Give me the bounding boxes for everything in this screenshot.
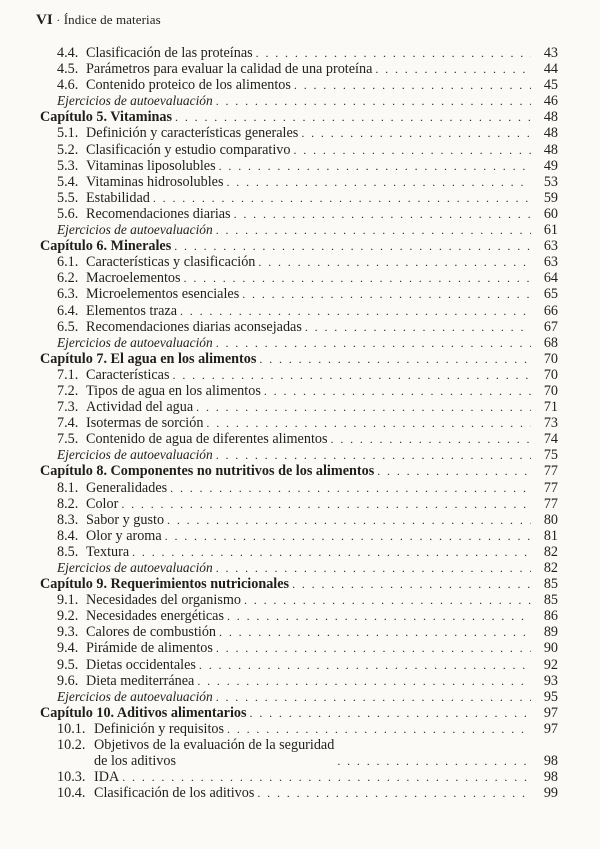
dot-leader xyxy=(227,721,531,737)
section-label xyxy=(40,190,150,206)
section-number: 5.5. xyxy=(57,189,79,206)
section-number: 5.6. xyxy=(57,205,79,222)
page-number: 97 xyxy=(543,704,558,721)
section-label xyxy=(40,640,213,656)
section-label xyxy=(40,721,224,737)
page-number: 90 xyxy=(543,640,558,657)
toc-exercises-entry xyxy=(40,447,558,463)
toc-section-entry xyxy=(40,640,558,656)
section-label xyxy=(40,319,302,335)
chapter-title: Capítulo 9. Requerimientos nutricionales xyxy=(40,576,290,593)
section-number: 7.4. xyxy=(57,415,79,432)
section-title: Contenido de agua de diferentes alimentos xyxy=(86,431,328,448)
toc-section-entry xyxy=(40,254,558,270)
section-title: Necesidades energéticas xyxy=(86,608,224,625)
section-title: Clasificación y estudio comparativo xyxy=(86,141,291,158)
dot-leader xyxy=(216,93,531,109)
page-number: 63 xyxy=(543,254,558,271)
toc-section-entry xyxy=(40,673,558,689)
section-title: Elementos traza xyxy=(86,302,177,319)
toc-section-entry xyxy=(40,737,558,769)
page-number: 44 xyxy=(543,61,558,78)
section-label xyxy=(40,45,253,61)
dot-leader xyxy=(216,222,531,238)
page-number: 80 xyxy=(543,511,558,528)
dot-leader xyxy=(234,206,531,222)
page-number: 64 xyxy=(543,270,558,287)
exercises-title: Ejercicios de autoevaluación xyxy=(57,93,213,109)
section-number: 10.4. xyxy=(57,785,86,802)
section-number: 7.1. xyxy=(57,366,79,383)
section-number: 6.4. xyxy=(57,302,79,319)
dot-leader xyxy=(216,447,531,463)
section-label xyxy=(40,657,196,673)
section-number: 8.4. xyxy=(57,527,79,544)
exercises-title: Ejercicios de autoevaluación xyxy=(57,688,213,704)
section-label xyxy=(40,769,119,785)
dot-leader xyxy=(132,544,531,560)
dot-leader xyxy=(153,190,531,206)
dot-leader xyxy=(165,528,531,544)
dot-leader xyxy=(257,785,531,801)
section-title: Tipos de agua en los alimentos xyxy=(86,382,261,399)
dot-leader xyxy=(337,753,531,769)
section-number: 6.3. xyxy=(57,286,79,303)
section-title: Calores de combustión xyxy=(86,624,217,641)
exercises-title: Ejercicios de autoevaluación xyxy=(57,334,213,350)
section-label xyxy=(40,254,255,270)
section-label xyxy=(40,480,167,496)
toc-section-entry xyxy=(40,142,558,158)
dot-leader xyxy=(250,705,531,721)
exercises-title: Ejercicios de autoevaluación xyxy=(57,447,213,463)
section-label xyxy=(40,496,118,512)
page-number: 48 xyxy=(543,141,558,158)
page-number: 97 xyxy=(543,720,558,737)
dot-leader xyxy=(121,496,531,512)
section-title: Clasificación de las proteínas xyxy=(86,45,253,61)
section-number: 8.2. xyxy=(57,495,79,512)
section-number: 4.6. xyxy=(57,77,79,94)
section-title: Textura xyxy=(86,543,130,560)
toc-section-entry xyxy=(40,512,558,528)
section-title: Recomendaciones diarias xyxy=(86,205,231,222)
section-label xyxy=(40,624,216,640)
section-number: 10.3. xyxy=(57,769,86,786)
toc-section-entry xyxy=(40,61,558,77)
chapter-title: Capítulo 5. Vitaminas xyxy=(40,109,173,126)
chapter-title: Capítulo 7. El agua en los alimentos xyxy=(40,350,257,367)
section-number: 8.1. xyxy=(57,479,79,496)
dot-leader xyxy=(305,319,531,335)
dot-leader xyxy=(216,560,531,576)
page-number: 93 xyxy=(543,672,558,689)
dot-leader xyxy=(219,158,531,174)
section-number: 5.4. xyxy=(57,173,79,190)
section-number: 5.2. xyxy=(57,141,79,158)
toc-chapter-entry xyxy=(40,351,558,367)
table-of-contents xyxy=(40,45,558,801)
section-title: Clasificación de los aditivos xyxy=(94,785,255,802)
page-number: 77 xyxy=(543,495,558,512)
page-number: 85 xyxy=(543,592,558,609)
section-title: Parámetros para evaluar la calidad de una proteína xyxy=(86,61,373,78)
toc-section-entry xyxy=(40,174,558,190)
section-number: 9.3. xyxy=(57,624,79,641)
dot-leader xyxy=(196,399,531,415)
section-label xyxy=(40,785,254,801)
section-title: Olor y aroma xyxy=(86,527,162,544)
dot-leader xyxy=(244,592,531,608)
page-number: 82 xyxy=(543,560,558,576)
page-number: 60 xyxy=(543,205,558,222)
section-number: 9.1. xyxy=(57,592,79,609)
running-header xyxy=(36,12,161,29)
toc-chapter-entry xyxy=(40,238,558,254)
section-title: Estabilidad xyxy=(86,189,150,206)
toc-section-entry xyxy=(40,431,558,447)
toc-section-entry xyxy=(40,721,558,737)
section-number: 7.5. xyxy=(57,431,79,448)
page-number: 82 xyxy=(543,543,558,560)
toc-section-entry xyxy=(40,45,558,61)
dot-leader xyxy=(170,480,531,496)
section-title: Actividad del agua xyxy=(86,399,194,416)
dot-leader xyxy=(294,77,531,93)
toc-section-entry xyxy=(40,592,558,608)
section-number: 6.2. xyxy=(57,270,79,287)
section-title: Necesidades del organismo xyxy=(86,592,241,609)
section-number: 10.1. xyxy=(57,720,86,737)
page-number: 59 xyxy=(543,189,558,206)
section-number: 8.5. xyxy=(57,543,79,560)
page-number: 92 xyxy=(543,656,558,673)
page-number: 77 xyxy=(543,463,558,480)
page-number: 98 xyxy=(543,753,558,770)
section-title: Macroelementos xyxy=(86,270,181,287)
page-number: 48 xyxy=(543,125,558,142)
section-label xyxy=(40,383,261,399)
section-label xyxy=(40,286,239,302)
section-title: IDA xyxy=(94,769,120,786)
dot-leader xyxy=(167,512,531,528)
toc-section-entry xyxy=(40,158,558,174)
section-label xyxy=(40,431,328,447)
dot-leader xyxy=(377,463,531,479)
dot-leader xyxy=(242,286,531,302)
page-number: 49 xyxy=(543,157,558,174)
page-number: 86 xyxy=(543,608,558,625)
dot-leader xyxy=(216,640,531,656)
section-number: 7.3. xyxy=(57,399,79,416)
section-label xyxy=(40,512,164,528)
page-number: 43 xyxy=(543,45,558,61)
toc-section-entry xyxy=(40,190,558,206)
page-number: 45 xyxy=(543,77,558,94)
section-number: 5.1. xyxy=(57,125,79,142)
dot-leader xyxy=(259,351,531,367)
toc-section-entry xyxy=(40,383,558,399)
page-number: 70 xyxy=(543,350,558,367)
dot-leader xyxy=(206,415,531,431)
page-number: 73 xyxy=(543,415,558,432)
section-number: 9.2. xyxy=(57,608,79,625)
section-label xyxy=(40,367,170,383)
section-label xyxy=(40,174,223,190)
page-number: 75 xyxy=(543,447,558,464)
section-title: Definición y requisitos xyxy=(94,720,225,737)
dot-leader xyxy=(301,125,531,141)
page-number: 63 xyxy=(543,238,558,255)
page-number: 46 xyxy=(543,93,558,110)
section-number: 6.1. xyxy=(57,254,79,271)
page-number: 65 xyxy=(543,286,558,303)
toc-section-entry xyxy=(40,319,558,335)
dot-leader xyxy=(173,367,531,383)
toc-chapter-entry xyxy=(40,109,558,125)
toc-chapter-entry xyxy=(40,576,558,592)
section-title-continued: de los aditivos xyxy=(94,753,176,770)
dot-leader xyxy=(199,657,531,673)
page-number: 68 xyxy=(543,334,558,351)
section-title: Isotermas de sorción xyxy=(86,415,204,432)
section-title: Microelementos esenciales xyxy=(86,286,240,303)
dot-leader xyxy=(184,270,531,286)
page-number: 70 xyxy=(543,366,558,383)
toc-section-entry xyxy=(40,624,558,640)
dot-leader xyxy=(216,689,531,705)
section-label xyxy=(40,125,298,141)
section-number: 5.3. xyxy=(57,157,79,174)
section-label xyxy=(40,673,194,689)
section-number: 7.2. xyxy=(57,382,79,399)
chapter-title: Capítulo 6. Minerales xyxy=(40,238,172,255)
section-number: 4.4. xyxy=(57,45,79,61)
exercises-title: Ejercicios de autoevaluación xyxy=(57,222,213,238)
dot-leader xyxy=(226,174,531,190)
toc-section-entry xyxy=(40,769,558,785)
section-title: Color xyxy=(86,495,119,512)
page-number: 99 xyxy=(543,785,558,802)
section-label xyxy=(40,61,372,77)
section-title: Vitaminas hidrosolubles xyxy=(86,173,224,190)
dot-leader xyxy=(331,431,531,447)
toc-chapter-entry xyxy=(40,705,558,721)
toc-section-entry xyxy=(40,77,558,93)
toc-section-entry xyxy=(40,399,558,415)
section-label xyxy=(40,206,231,222)
chapter-title: Capítulo 10. Aditivos alimentarios xyxy=(40,704,247,721)
section-number: 9.4. xyxy=(57,640,79,657)
toc-section-entry xyxy=(40,608,558,624)
dot-leader xyxy=(175,109,531,125)
section-label xyxy=(40,608,224,624)
page-number: 70 xyxy=(543,382,558,399)
section-number: 9.5. xyxy=(57,656,79,673)
page-number: 66 xyxy=(543,302,558,319)
section-number: 8.3. xyxy=(57,511,79,528)
section-label xyxy=(40,592,241,608)
section-title: Características y clasificación xyxy=(86,254,256,271)
chapter-title: Capítulo 8. Componentes no nutritivos de los alimentos xyxy=(40,463,375,480)
toc-section-entry xyxy=(40,496,558,512)
toc-exercises-entry xyxy=(40,222,558,238)
dot-leader xyxy=(292,576,531,592)
section-label xyxy=(40,399,193,415)
dot-leader xyxy=(293,142,531,158)
dot-leader xyxy=(375,61,531,77)
section-title: Dieta mediterránea xyxy=(86,672,195,689)
section-title: Contenido proteico de los alimentos xyxy=(86,77,291,94)
section-title: Sabor y gusto xyxy=(86,511,165,528)
page-number: 71 xyxy=(543,399,558,416)
header-separator: · xyxy=(56,13,61,27)
toc-section-entry xyxy=(40,286,558,302)
dot-leader xyxy=(256,45,531,61)
toc-section-entry xyxy=(40,303,558,319)
page-number: 81 xyxy=(543,527,558,544)
section-label xyxy=(40,303,177,319)
section-number: 6.5. xyxy=(57,318,79,335)
section-label xyxy=(40,415,203,431)
page-number: 48 xyxy=(543,109,558,126)
section-title: Generalidades xyxy=(86,479,168,496)
dot-leader xyxy=(174,238,531,254)
toc-exercises-entry xyxy=(40,560,558,576)
toc-section-entry xyxy=(40,270,558,286)
section-title: Recomendaciones diarias aconsejadas xyxy=(86,318,302,335)
exercises-title: Ejercicios de autoevaluación xyxy=(57,560,213,575)
toc-exercises-entry xyxy=(40,93,558,109)
dot-leader xyxy=(180,303,531,319)
section-title: Definición y características generales xyxy=(86,125,299,142)
section-title: Características xyxy=(86,366,170,383)
section-title: Dietas occidentales xyxy=(86,656,196,673)
toc-section-entry xyxy=(40,125,558,141)
toc-section-entry xyxy=(40,206,558,222)
page-number: 77 xyxy=(543,479,558,496)
toc-section-entry xyxy=(40,480,558,496)
section-title: Pirámide de alimentos xyxy=(86,640,213,657)
page-number: 89 xyxy=(543,624,558,641)
toc-section-entry xyxy=(40,415,558,431)
page-number: 74 xyxy=(543,431,558,448)
toc-chapter-entry xyxy=(40,463,558,479)
section-label xyxy=(40,77,291,93)
page-number: 61 xyxy=(543,222,558,239)
section-number: 9.6. xyxy=(57,672,79,689)
toc-section-entry xyxy=(40,657,558,673)
roman-page-number: VI xyxy=(36,12,53,28)
section-label xyxy=(40,142,290,158)
toc-exercises-entry xyxy=(40,335,558,351)
section-label xyxy=(40,544,129,560)
toc-section-entry xyxy=(40,367,558,383)
dot-leader xyxy=(216,335,531,351)
dot-leader xyxy=(219,624,531,640)
section-label xyxy=(40,270,181,286)
toc-section-entry xyxy=(40,528,558,544)
toc-section-entry xyxy=(40,785,558,801)
toc-exercises-entry xyxy=(40,689,558,705)
section-title: Objetivos de la evaluación de la seguridad xyxy=(94,737,335,754)
section-label xyxy=(40,528,162,544)
page-number: 67 xyxy=(543,318,558,335)
page-number: 85 xyxy=(543,576,558,593)
section-number: 10.2. xyxy=(57,737,86,754)
page-number: 53 xyxy=(543,173,558,190)
section-title: Vitaminas liposolubles xyxy=(86,157,216,174)
header-title: Índice de materias xyxy=(63,12,161,27)
page-number: 95 xyxy=(543,688,558,705)
toc-section-entry xyxy=(40,544,558,560)
dot-leader xyxy=(197,673,531,689)
section-label xyxy=(40,737,334,769)
dot-leader xyxy=(258,254,531,270)
dot-leader xyxy=(264,383,531,399)
dot-leader xyxy=(122,769,531,785)
dot-leader xyxy=(227,608,531,624)
section-label xyxy=(40,158,216,174)
page-number: 98 xyxy=(543,769,558,786)
section-number: 4.5. xyxy=(57,61,79,78)
